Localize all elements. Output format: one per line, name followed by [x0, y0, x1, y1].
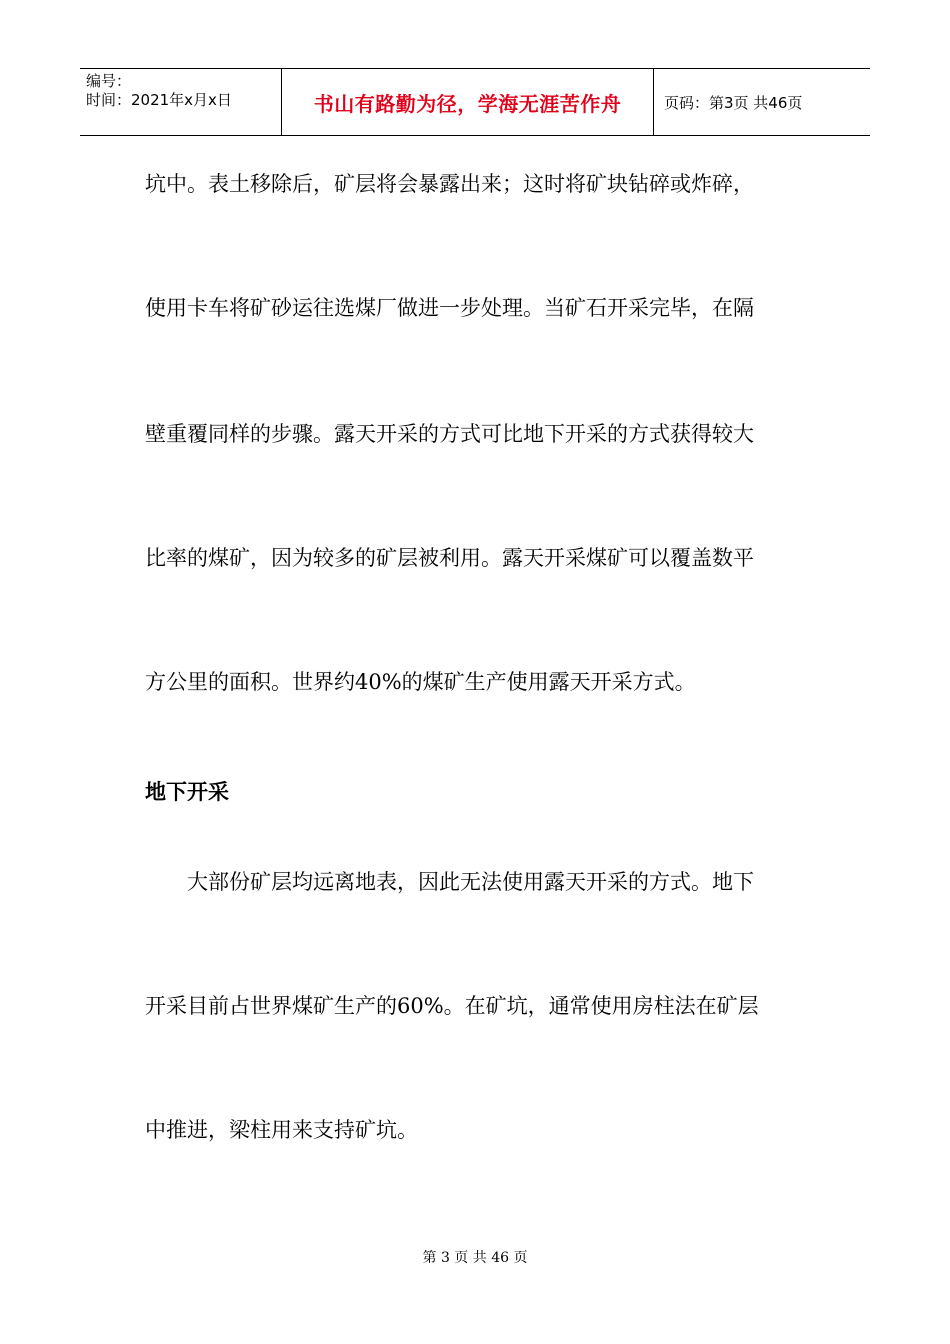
header-motto-cell — [281, 69, 654, 135]
number-label: 编号： — [86, 72, 132, 90]
page-header — [80, 68, 870, 136]
body-line: 方公里的面积。世界约40%的煤矿生产使用露天开采方式。 — [145, 670, 696, 694]
section-heading: 地下开采 — [145, 780, 229, 804]
body-line: 使用卡车将矿砂运往选煤厂做进一步处理。当矿石开采完毕，在隔 — [145, 296, 754, 320]
page-info: 页码：第3页 共46页 — [664, 93, 803, 112]
page-footer: 第 3 页 共 46 页 — [422, 1250, 528, 1266]
body-line: 坑中。表土移除后，矿层将会暴露出来；这时将矿块钻碎或炸碎， — [145, 172, 754, 196]
header-meta — [80, 69, 281, 135]
body-line: 大部份矿层均远离地表，因此无法使用露天开采的方式。地下 — [145, 870, 754, 894]
body-line: 中推进，梁柱用来支持矿坑。 — [145, 1118, 418, 1142]
body-line: 壁重覆同样的步骤。露天开采的方式可比地下开采的方式获得较大 — [145, 422, 754, 446]
body-line: 开采目前占世界煤矿生产的60%。在矿坑，通常使用房柱法在矿层 — [145, 994, 759, 1018]
motto: 书山有路勤为径，学海无涯苦作舟 — [313, 91, 622, 116]
header-page-info — [654, 69, 870, 135]
date-label: 时间：2021年x月x日 — [86, 91, 232, 109]
body-line: 比率的煤矿，因为较多的矿层被利用。露天开采煤矿可以覆盖数平 — [145, 546, 754, 570]
